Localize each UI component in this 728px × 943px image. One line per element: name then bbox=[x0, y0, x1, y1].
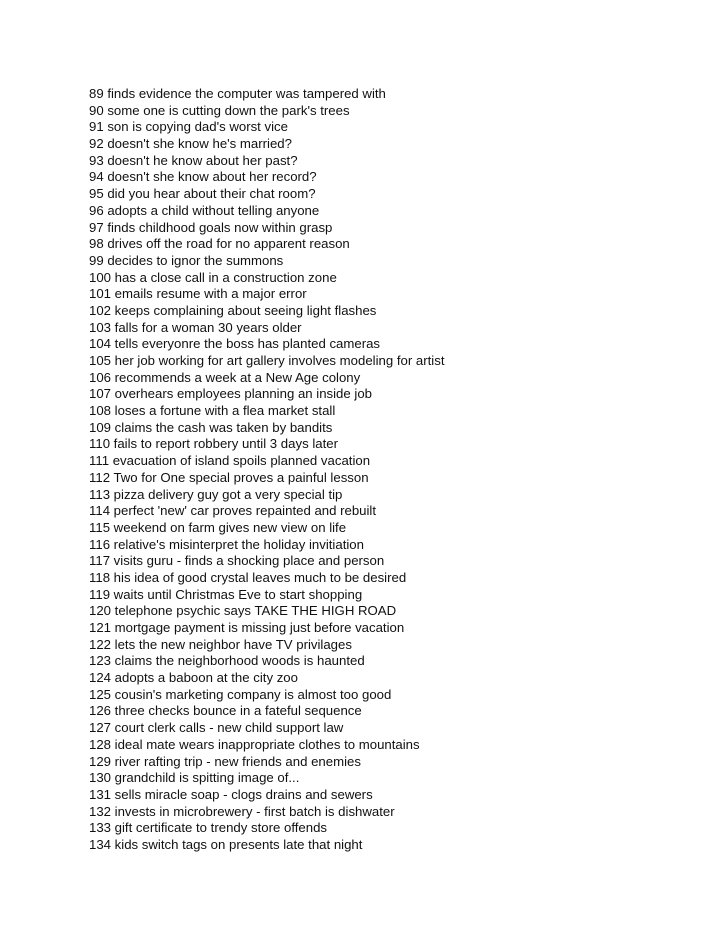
list-item: 104 tells everyonre the boss has planted cameras bbox=[89, 336, 381, 352]
list-item: 106 recommends a week at a New Age colony bbox=[89, 369, 361, 385]
list-item: 134 kids switch tags on presents late that night bbox=[89, 836, 363, 852]
list-item: 98 drives off the road for no apparent reason bbox=[89, 236, 350, 252]
list-item: 93 doesn't he know about her past? bbox=[89, 152, 298, 168]
list-item: 114 perfect 'new' car proves repainted and rebuilt bbox=[89, 503, 377, 519]
list-item: 128 ideal mate wears inappropriate clothes to mountains bbox=[89, 736, 420, 752]
list-item: 91 son is copying dad's worst vice bbox=[89, 119, 288, 135]
list-item: 127 court clerk calls - new child support law bbox=[89, 720, 344, 736]
list-item: 109 claims the cash was taken by bandits bbox=[89, 419, 333, 435]
list-item: 120 telephone psychic says TAKE THE HIGH ROAD bbox=[89, 603, 397, 619]
list-item: 102 keeps complaining about seeing light flashes bbox=[89, 302, 377, 318]
list-item: 101 emails resume with a major error bbox=[89, 286, 307, 302]
list-item: 115 weekend on farm gives new view on life bbox=[89, 519, 347, 535]
list-item: 90 some one is cutting down the park's trees bbox=[89, 102, 350, 118]
list-item: 119 waits until Christmas Eve to start shopping bbox=[89, 586, 363, 602]
list-item: 89 finds evidence the computer was tampered with bbox=[89, 86, 386, 101]
list-item: 124 adopts a baboon at the city zoo bbox=[89, 670, 298, 686]
list-item: 121 mortgage payment is missing just before vacation bbox=[89, 620, 405, 635]
list-item: 130 grandchild is spitting image of... bbox=[89, 770, 300, 786]
list-item: 131 sells miracle soap - clogs drains and sewers bbox=[89, 786, 373, 802]
list-item: 133 gift certificate to trendy store offends bbox=[89, 820, 327, 836]
list-item: 92 doesn't she know he's married? bbox=[89, 136, 292, 152]
idea-list bbox=[89, 86, 445, 854]
list-item: 126 three checks bounce in a fateful sequence bbox=[89, 703, 362, 719]
list-item: 132 invests in microbrewery - first batch is dishwater bbox=[89, 803, 395, 819]
list-item: 125 cousin's marketing company is almost too good bbox=[89, 686, 392, 702]
list-item: 99 decides to ignor the summons bbox=[89, 252, 284, 268]
list-item: 108 loses a fortune with a flea market stall bbox=[89, 403, 336, 419]
list-item: 116 relative's misinterpret the holiday invitiation bbox=[89, 536, 364, 552]
list-item: 118 his idea of good crystal leaves much to be desired bbox=[89, 569, 407, 585]
list-item: 110 fails to report robbery until 3 days later bbox=[89, 436, 338, 452]
list-item: 117 visits guru - finds a shocking place and person bbox=[89, 553, 385, 569]
list-item: 113 pizza delivery guy got a very special tip bbox=[89, 486, 343, 502]
list-item: 129 river rafting trip - new friends and enemies bbox=[89, 753, 361, 769]
list-item: 95 did you hear about their chat room? bbox=[89, 186, 316, 202]
list-item: 122 lets the new neighbor have TV privilages bbox=[89, 636, 352, 652]
list-item: 105 her job working for art gallery involves modeling for artist bbox=[89, 353, 445, 368]
list-item: 97 finds childhood goals now within grasp bbox=[89, 219, 333, 235]
list-item: 111 evacuation of island spoils planned vacation bbox=[89, 453, 371, 469]
list-item: 123 claims the neighborhood woods is haunted bbox=[89, 653, 365, 669]
list-item: 100 has a close call in a construction zone bbox=[89, 269, 337, 285]
list-item: 94 doesn't she know about her record? bbox=[89, 169, 317, 185]
list-item: 103 falls for a woman 30 years older bbox=[89, 319, 302, 335]
list-item: 96 adopts a child without telling anyone bbox=[89, 202, 320, 218]
list-item: 107 overhears employees planning an inside job bbox=[89, 386, 372, 402]
list-item: 112 Two for One special proves a painful lesson bbox=[89, 469, 369, 485]
